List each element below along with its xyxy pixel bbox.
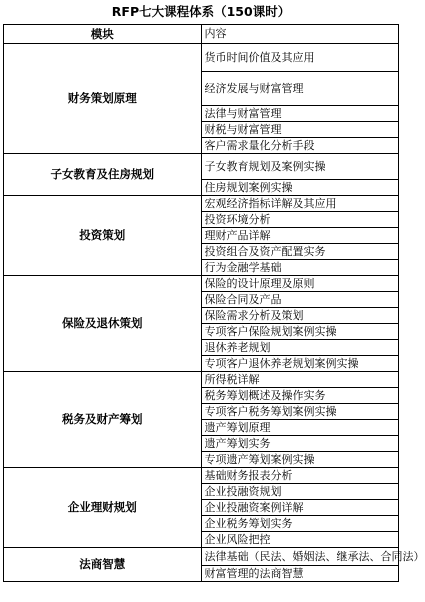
module-name: 财务策划原理 — [4, 44, 202, 154]
content-item: 所得税详解 — [201, 372, 399, 388]
module-name: 税务及财产筹划 — [4, 372, 202, 468]
content-item: 理财产品详解 — [201, 228, 399, 244]
content-item: 保险的设计原理及原则 — [201, 276, 399, 292]
content-item: 企业风险把控 — [201, 532, 399, 548]
table-row — [4, 276, 399, 292]
content-item: 住房规划案例实操 — [201, 180, 399, 196]
content-item: 基础财务报表分析 — [201, 468, 399, 484]
content-item: 税务筹划概述及操作实务 — [201, 388, 399, 404]
table-row — [4, 468, 399, 484]
content-item: 保险合同及产品 — [201, 292, 399, 308]
content-item: 财税与财富管理 — [201, 122, 399, 138]
content-item: 财富管理的法商智慧 — [201, 566, 399, 582]
document-title: RFP七大课程体系（150课时） — [111, 4, 291, 19]
header-module: 模块 — [4, 25, 202, 44]
module-name: 企业理财规划 — [4, 468, 202, 548]
module-name: 法商智慧 — [4, 548, 202, 582]
course-table — [3, 24, 425, 582]
content-item: 法律与财富管理 — [201, 106, 399, 122]
header-content: 内容 — [201, 25, 399, 44]
content-item: 投资环境分析 — [201, 212, 399, 228]
content-item: 专项客户税务筹划案例实操 — [201, 404, 399, 420]
content-item: 法律基础（民法、婚姻法、继承法、合同法） — [201, 548, 399, 566]
content-item: 投资组合及资产配置实务 — [201, 244, 399, 260]
table-row — [4, 372, 399, 388]
table-row — [4, 548, 399, 566]
content-item: 企业投融资案例详解 — [201, 500, 399, 516]
content-item: 宏观经济指标详解及其应用 — [201, 196, 399, 212]
content-item: 经济发展与财富管理 — [201, 72, 399, 106]
content-item: 遗产筹划原理 — [201, 420, 399, 436]
table-row — [4, 196, 399, 212]
content-item: 行为金融学基础 — [201, 260, 399, 276]
content-item: 遗产筹划实务 — [201, 436, 399, 452]
module-name: 投资策划 — [4, 196, 202, 276]
content-item: 专项遗产筹划案例实操 — [201, 452, 399, 468]
module-name: 保险及退休策划 — [4, 276, 202, 372]
content-item: 企业税务筹划实务 — [201, 516, 399, 532]
content-item: 子女教育规划及案例实操 — [201, 154, 399, 180]
content-item: 保险需求分析及策划 — [201, 308, 399, 324]
table-row — [4, 44, 399, 72]
content-item: 退休养老规划 — [201, 340, 399, 356]
module-name: 子女教育及住房规划 — [4, 154, 202, 196]
content-item: 货币时间价值及其应用 — [201, 44, 399, 72]
content-item: 专项客户保险规划案例实操 — [201, 324, 399, 340]
table-header-row — [4, 25, 399, 44]
content-item: 专项客户退休养老规划案例实操 — [201, 356, 399, 372]
content-item: 企业投融资规划 — [201, 484, 399, 500]
table-row — [4, 154, 399, 180]
content-item: 客户需求量化分析手段 — [201, 138, 399, 154]
